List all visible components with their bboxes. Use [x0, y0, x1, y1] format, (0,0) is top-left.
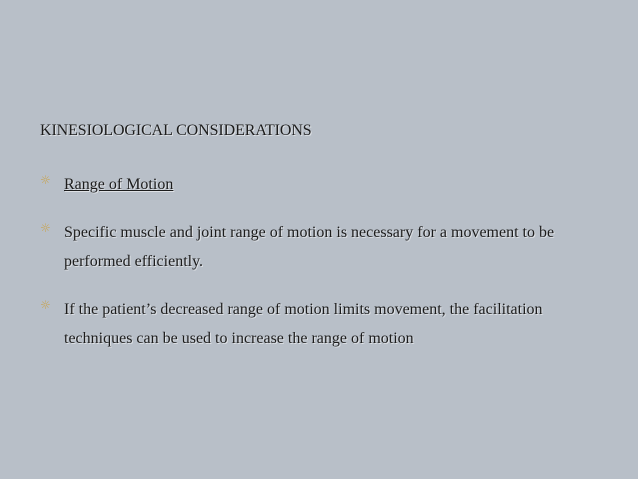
sun-bullet-icon: ☼ — [40, 298, 51, 312]
bullet-text: Specific muscle and joint range of motion is necessary for a movement to be performed efficiently. — [64, 224, 555, 270]
bullet-text-range-of-motion: Range of Motion — [64, 176, 174, 193]
sun-bullet-icon: ☼ — [40, 221, 51, 235]
slide-heading: KINESIOLOGICAL CONSIDERATIONS — [40, 122, 312, 139]
bullet-text: If the patient’s decreased range of motion limits movement, the facilitation techniques can be used to increase the range of motion — [64, 301, 543, 347]
sun-bullet-icon: ☼ — [40, 173, 51, 187]
